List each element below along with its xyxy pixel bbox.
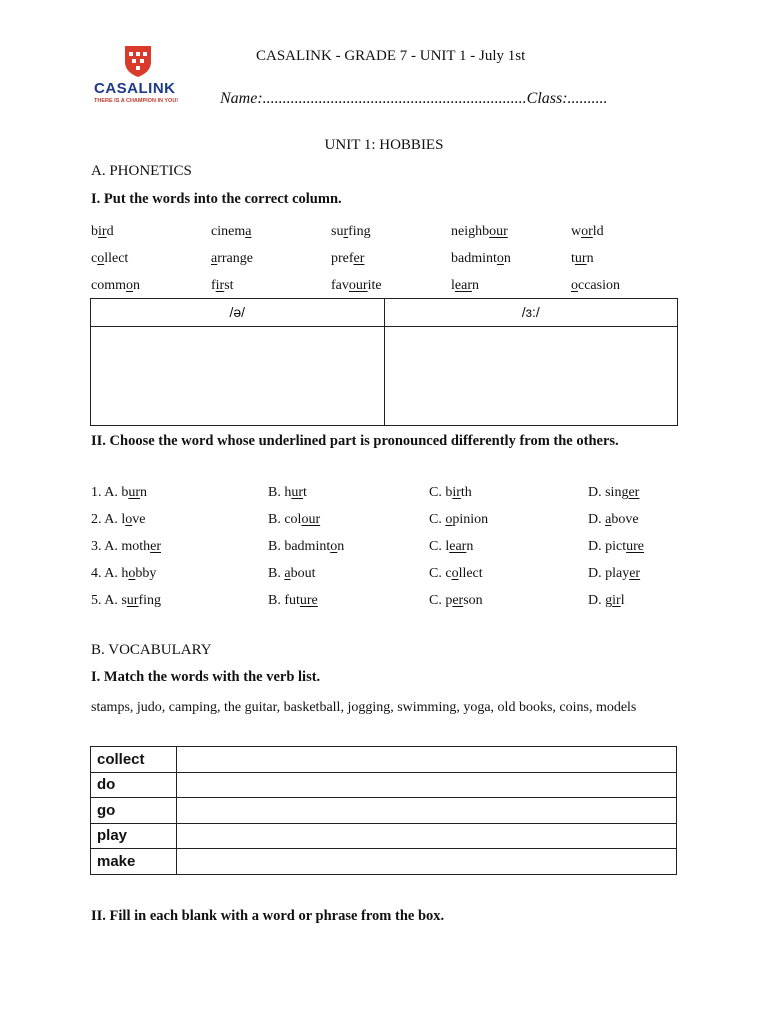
word-row xyxy=(91,218,691,245)
column-er-header: /ɜ:/ xyxy=(521,304,540,320)
phonetic-word: world xyxy=(571,223,604,239)
column-er-answer-area[interactable] xyxy=(385,327,678,425)
option-text: C. birth xyxy=(429,484,472,500)
phonetic-word: arrange xyxy=(211,250,253,266)
word-cell xyxy=(331,278,451,294)
option-text: C. learn xyxy=(429,538,474,554)
verb-answer-cell[interactable] xyxy=(177,772,677,798)
answer-option[interactable] xyxy=(268,593,429,609)
answer-option[interactable] xyxy=(268,512,429,528)
option-text: D. above xyxy=(588,511,639,527)
logo-tagline: THERE IS A CHAMPION IN YOU! xyxy=(94,98,179,104)
phonetics-q1-instruction: I. Put the words into the correct column. xyxy=(91,191,342,207)
logo-brand-text: CASALINK xyxy=(94,80,176,97)
answer-option[interactable] xyxy=(588,593,688,609)
verb-answer-cell[interactable] xyxy=(177,849,677,875)
word-cell xyxy=(91,224,211,240)
phonetics-word-grid xyxy=(91,218,691,299)
option-text: B. colour xyxy=(268,511,321,527)
answer-option[interactable] xyxy=(588,566,688,582)
phonetic-word: badminton xyxy=(451,250,511,266)
answer-option[interactable] xyxy=(588,485,688,501)
answer-option[interactable] xyxy=(268,485,429,501)
option-text: D. picture xyxy=(588,538,644,554)
option-text: C. person xyxy=(429,592,483,608)
casalink-logo xyxy=(88,38,188,108)
word-row xyxy=(91,245,691,272)
verb-answer-cell[interactable] xyxy=(177,798,677,824)
phonetic-word: turn xyxy=(571,250,594,266)
phonetic-word: occasion xyxy=(571,277,620,293)
answer-option[interactable] xyxy=(429,512,588,528)
answer-option[interactable] xyxy=(268,539,429,555)
answer-option[interactable] xyxy=(429,485,588,501)
answer-option[interactable] xyxy=(91,566,268,582)
phonetics-columns-table xyxy=(90,298,678,426)
word-cell xyxy=(211,251,331,267)
verb-row xyxy=(91,772,677,798)
answer-option[interactable] xyxy=(429,539,588,555)
question-row xyxy=(91,533,691,560)
column-schwa-answer-area[interactable] xyxy=(91,327,385,425)
word-cell xyxy=(571,224,691,240)
word-cell xyxy=(91,278,211,294)
phonetic-word: neighbour xyxy=(451,223,508,239)
verb-label: do xyxy=(91,772,177,798)
option-text: B. future xyxy=(268,592,318,608)
option-text: B. about xyxy=(268,565,316,581)
verb-answer-cell[interactable] xyxy=(177,823,677,849)
phonetic-word: collect xyxy=(91,250,129,266)
answer-option[interactable] xyxy=(429,593,588,609)
word-cell xyxy=(331,251,451,267)
option-text: 2. A. love xyxy=(91,511,146,527)
verb-row xyxy=(91,849,677,875)
verb-row xyxy=(91,747,677,773)
phonetic-word: favourite xyxy=(331,277,382,293)
option-text: 3. A. mother xyxy=(91,538,162,554)
option-text: 5. A. surfing xyxy=(91,592,162,608)
option-text: D. player xyxy=(588,565,641,581)
verb-label: collect xyxy=(91,747,177,773)
answer-option[interactable] xyxy=(91,512,268,528)
question-row xyxy=(91,587,691,614)
section-b-heading: B. VOCABULARY xyxy=(91,642,212,658)
vocab-q2-instruction: II. Fill in each blank with a word or phrase from the box. xyxy=(91,908,445,924)
question-row xyxy=(91,560,691,587)
option-text: D. singer xyxy=(588,484,640,500)
phonetic-word: bird xyxy=(91,223,114,239)
unit-title: UNIT 1: HOBBIES xyxy=(324,137,444,153)
option-text: D. girl xyxy=(588,592,625,608)
verb-match-table xyxy=(90,746,677,875)
word-cell xyxy=(571,278,691,294)
answer-option[interactable] xyxy=(91,485,268,501)
question-row xyxy=(91,506,691,533)
word-cell xyxy=(451,278,571,294)
verb-row xyxy=(91,823,677,849)
phonetic-word: cinema xyxy=(211,223,252,239)
phonetic-word: common xyxy=(91,277,140,293)
word-cell xyxy=(451,251,571,267)
word-cell xyxy=(571,251,691,267)
vocab-word-list: stamps, judo, camping, the guitar, basketball, jogging, swimming, yoga, old books, coins, models xyxy=(91,700,637,715)
answer-option[interactable] xyxy=(429,566,588,582)
multiple-choice-list xyxy=(91,479,691,614)
word-cell xyxy=(211,278,331,294)
word-cell xyxy=(451,224,571,240)
name-class-line: Name:..................................................................Class:.......... xyxy=(220,90,608,107)
verb-label: play xyxy=(91,823,177,849)
phonetics-q2-instruction: II. Choose the word whose underlined part is pronounced differently from the others. xyxy=(91,433,619,449)
option-text: 4. A. hobby xyxy=(91,565,157,581)
verb-label: go xyxy=(91,798,177,824)
verb-row xyxy=(91,798,677,824)
vocab-q1-instruction: I. Match the words with the verb list. xyxy=(91,669,321,685)
column-schwa-header: /ə/ xyxy=(91,299,385,326)
answer-option[interactable] xyxy=(588,539,688,555)
worksheet-title: CASALINK - GRADE 7 - UNIT 1 - July 1st xyxy=(256,48,526,64)
question-row xyxy=(91,479,691,506)
word-cell xyxy=(91,251,211,267)
word-cell xyxy=(331,224,451,240)
phonetic-word: first xyxy=(211,277,234,293)
phonetic-word: learn xyxy=(451,277,479,293)
answer-option[interactable] xyxy=(91,593,268,609)
option-text: C. collect xyxy=(429,565,483,581)
verb-label: make xyxy=(91,849,177,875)
shield-icon xyxy=(121,44,155,78)
option-text: B. hurt xyxy=(268,484,307,500)
answer-option[interactable] xyxy=(268,566,429,582)
answer-option[interactable] xyxy=(91,539,268,555)
verb-answer-cell[interactable] xyxy=(177,747,677,773)
section-a-heading: A. PHONETICS xyxy=(91,163,192,179)
option-text: C. opinion xyxy=(429,511,489,527)
word-row xyxy=(91,272,691,299)
option-text: 1. A. burn xyxy=(91,484,148,500)
phonetic-word: surfing xyxy=(331,223,371,239)
word-cell xyxy=(211,224,331,240)
option-text: B. badminton xyxy=(268,538,345,554)
answer-option[interactable] xyxy=(588,512,688,528)
phonetic-word: prefer xyxy=(331,250,365,266)
